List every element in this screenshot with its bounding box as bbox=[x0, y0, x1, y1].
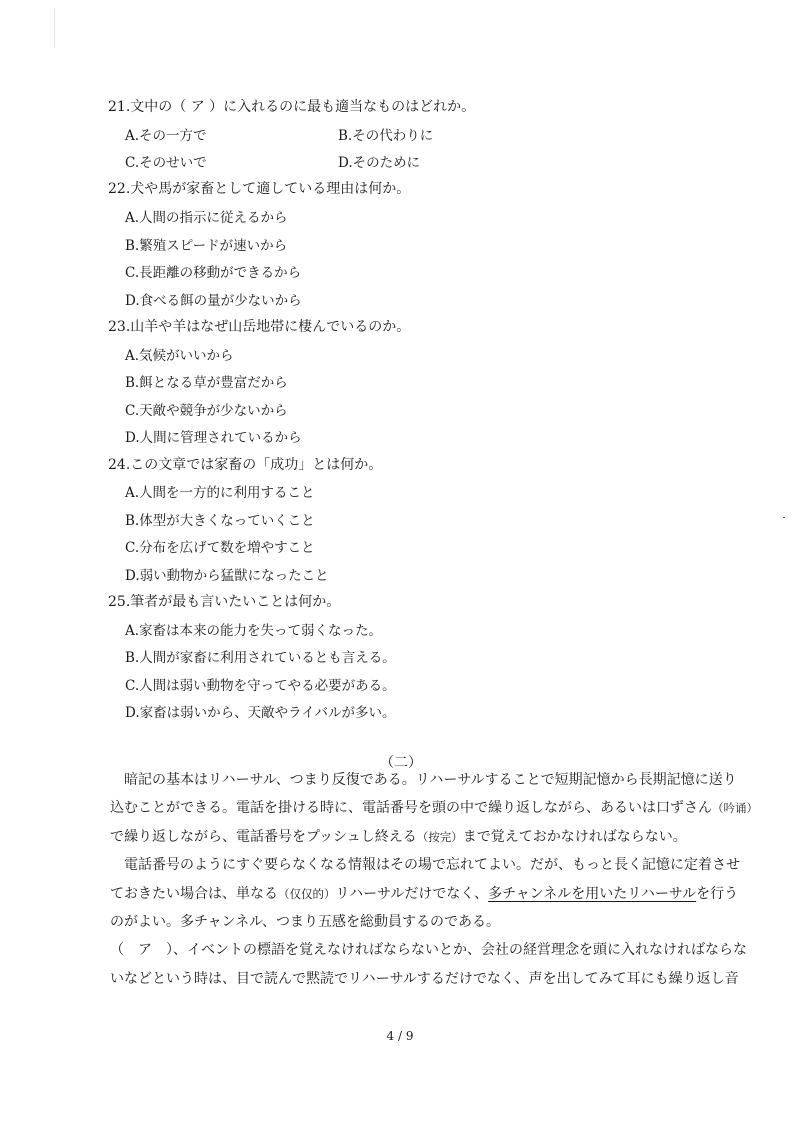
option-22-c: C.長距離の移動ができるから bbox=[125, 265, 302, 281]
question-25 bbox=[108, 591, 340, 611]
option-22-b: B.繁殖スピードが速いから bbox=[125, 238, 288, 254]
option-23-d: D.人間に管理されているから bbox=[125, 430, 302, 446]
option-25-c: C.人間は弱い動物を守ってやる必要がある。 bbox=[125, 678, 396, 694]
option-24-d: D.弱い動物から猛獣になったこと bbox=[125, 568, 329, 584]
passage-line: のがよい。多チャンネル、つまり五感を総動員するのである。 bbox=[110, 913, 501, 930]
option-24-c: C.分布を広げて数を増やすこと bbox=[125, 540, 315, 556]
question-number: 21. bbox=[108, 99, 131, 115]
option-24-a: A.人間を一方的に利用すること bbox=[125, 485, 315, 501]
option-25-d: D.家畜は弱いから、天敵やライバルが多い。 bbox=[125, 705, 396, 721]
question-text: 山羊や羊はなぜ山岳地帯に棲んでいるのか。 bbox=[130, 319, 411, 335]
question-number: 25. bbox=[108, 594, 131, 610]
option-21-a: A.その一方で bbox=[125, 128, 207, 144]
question-text: 文中の（ ア ）に入れるのに最も適当なものはどれか。 bbox=[130, 99, 476, 115]
passage-line: で繰り返しながら、電話番号をプッシュし終える（按完）まで覚えておかなければならない。 bbox=[110, 828, 687, 845]
question-24 bbox=[108, 454, 382, 474]
passage-line: いなどという時は、目で読んで黙読でリハーサルするだけでなく、声を出してみて耳にも繰り返し音 bbox=[110, 970, 739, 987]
question-text: 筆者が最も言いたいことは何か。 bbox=[130, 594, 341, 610]
section-title: （二） bbox=[380, 755, 422, 771]
page-number: 4 / 9 bbox=[386, 1029, 414, 1043]
question-23 bbox=[108, 316, 410, 336]
passage bbox=[110, 766, 770, 993]
question-21 bbox=[108, 96, 475, 116]
option-25-b: B.人間が家畜に利用されているとも言える。 bbox=[125, 650, 396, 666]
question-text: この文章では家畜の「成功」とは何か。 bbox=[130, 457, 383, 473]
question-number: 24. bbox=[108, 457, 131, 473]
option-21-c: C.そのせいで bbox=[125, 155, 207, 171]
question-number: 22. bbox=[108, 181, 131, 197]
option-23-a: A.気候がいいから bbox=[125, 348, 234, 364]
option-22-a: A.人間の指示に従えるから bbox=[125, 210, 288, 226]
passage-line: 暗記の基本はリハーサル、つまり反復である。リハーサルすることで短期記憶から長期記憶に送り bbox=[124, 772, 737, 788]
scan-speck bbox=[783, 517, 785, 518]
underlined-phrase: 多チャンネルを用いたリハーサル bbox=[488, 885, 697, 902]
option-21-b: B.その代わりに bbox=[338, 128, 434, 144]
question-number: 23. bbox=[108, 319, 131, 335]
passage-line: ておきたい場合は、単なる（仅仅的）リハーサルだけでなく、多チャンネルを用いたリハーサルを行う bbox=[110, 885, 739, 902]
option-24-b: B.体型が大きくなっていくこと bbox=[125, 513, 315, 529]
passage-line: 電話番号のようにすぐ要らなくなる情報はその場で忘れてよい。だが、もっと長く記憶に定着させ bbox=[124, 857, 740, 874]
option-23-c: C.天敵や競争が少ないから bbox=[125, 403, 288, 419]
scan-margin-mark bbox=[54, 8, 55, 48]
option-25-a: A.家畜は本来の能力を失って弱くなった。 bbox=[125, 623, 383, 639]
question-22 bbox=[108, 178, 410, 198]
passage-line: （ ア ）、イベントの標語を覚えなければならないとか、会社の経営理念を頭に入れなければならな bbox=[110, 942, 747, 959]
option-21-d: D.そのために bbox=[338, 155, 421, 171]
option-22-d: D.食べる餌の量が少ないから bbox=[125, 293, 302, 309]
passage-line: 込むことができる。電話を掛ける時に、電話番号を頭の中で繰り返しながら、あるいは口ずさん（吟诵） bbox=[110, 800, 758, 817]
option-23-b: B.餌となる草が豊富だから bbox=[125, 375, 288, 391]
question-text: 犬や馬が家畜として適している理由は何か。 bbox=[130, 181, 411, 197]
